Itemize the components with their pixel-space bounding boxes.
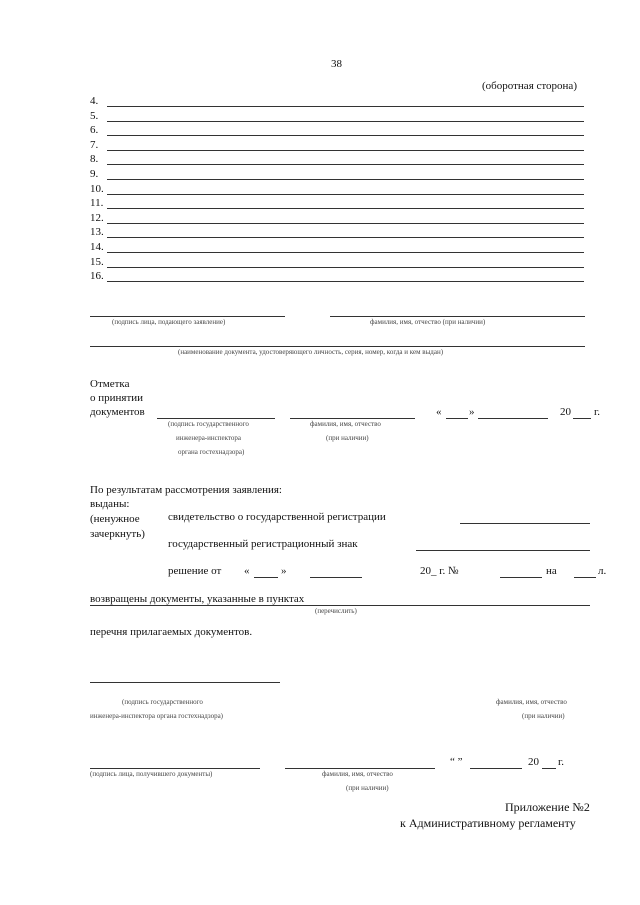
result-heading: По результатам рассмотрения заявления:	[90, 484, 282, 496]
date-day-line[interactable]	[446, 418, 468, 419]
strike-note-1: (ненужное	[90, 513, 140, 525]
receiver-date-quotes: “ ”	[450, 756, 463, 768]
inspector-sig-caption-3: органа гостехнадзора)	[178, 448, 245, 456]
form-line[interactable]	[107, 179, 584, 180]
form-line[interactable]	[107, 121, 584, 122]
form-line[interactable]	[107, 223, 584, 224]
date-year: 20	[560, 406, 571, 418]
line-number: 13.	[90, 226, 104, 239]
line-number: 7.	[90, 138, 99, 151]
form-line[interactable]	[107, 164, 584, 165]
inspector-sig-caption-1: (подпись государственного	[168, 420, 249, 428]
line-number: 15.	[90, 255, 104, 268]
certificate-label: свидетельство о государственной регистрации	[168, 511, 386, 523]
line-number: 12.	[90, 211, 104, 224]
receiver-year: 20	[528, 756, 539, 768]
appendix-line-1: Приложение №2	[505, 800, 590, 814]
line-number: 14.	[90, 241, 104, 253]
acceptance-label-2: о принятии	[90, 392, 144, 404]
date-quote-open: «	[436, 406, 442, 418]
date-year-suffix: г.	[594, 406, 601, 418]
inspector2-sig-caption-2: инженера-инспектора органа гостехнадзора)	[90, 712, 224, 720]
acceptance-label-3: документов	[90, 406, 145, 418]
receiver-name-caption-2: (при наличии)	[346, 784, 389, 792]
inspector2-sig-line[interactable]	[90, 682, 280, 683]
decision-suffix: л.	[598, 565, 607, 577]
plate-line[interactable]	[416, 550, 590, 551]
form-line[interactable]	[107, 237, 584, 238]
certificate-line[interactable]	[460, 523, 590, 524]
decision-month-line[interactable]	[310, 577, 362, 578]
acceptance-label-1: Отметка	[90, 378, 130, 390]
receiver-sig-line[interactable]	[90, 768, 260, 769]
form-line[interactable]	[107, 267, 584, 268]
decision-quote-close: »	[281, 565, 287, 577]
form-line[interactable]	[107, 106, 584, 107]
line-number: 5.	[90, 109, 99, 122]
inspector2-name-caption-1: фамилия, имя, отчество	[496, 698, 567, 706]
returned-line[interactable]	[90, 605, 590, 606]
inspector-sig-caption-2: инженера-инспектора	[176, 434, 241, 442]
date-month-line[interactable]	[478, 418, 548, 419]
plate-label: государственный регистрационный знак	[168, 538, 358, 550]
id-doc-caption: (наименование документа, удостоверяющего личность, серия, номер, когда и кем выдан)	[178, 348, 444, 356]
form-line[interactable]	[107, 194, 584, 195]
line-number: 9.	[90, 168, 99, 180]
inspector-name-caption-1: фамилия, имя, отчество	[310, 420, 381, 428]
receiver-name-line[interactable]	[285, 768, 435, 769]
inspector2-name-caption-2: (при наличии)	[522, 712, 565, 720]
receiver-sig-caption: (подпись лица, получившего документы)	[90, 770, 213, 778]
returned-label: возвращены документы, указанные в пунктах	[90, 593, 305, 605]
line-number: 10.	[90, 182, 104, 195]
receiver-year-suffix: г.	[558, 756, 565, 768]
date-quote-close: »	[469, 406, 475, 418]
returned-hint: (перечислить)	[315, 607, 357, 615]
form-line[interactable]	[107, 135, 584, 136]
form-line[interactable]	[107, 252, 584, 253]
receiver-year-line[interactable]	[542, 768, 556, 769]
line-number: 4.	[90, 95, 99, 107]
decision-label: решение от	[168, 565, 222, 577]
line-number: 6.	[90, 124, 99, 137]
appendix-line-2: к Административному регламенту	[400, 816, 576, 830]
inspector-name-caption-2: (при наличии)	[326, 434, 369, 442]
receiver-date-line[interactable]	[470, 768, 522, 769]
id-doc-line[interactable]	[90, 346, 585, 347]
list-of-label: перечня прилагаемых документов.	[90, 626, 253, 638]
form-line[interactable]	[107, 208, 584, 209]
applicant-name-line[interactable]	[330, 316, 585, 317]
line-number: 11.	[90, 197, 104, 210]
receiver-name-caption-1: фамилия, имя, отчество	[322, 770, 393, 778]
date-year-line[interactable]	[573, 418, 591, 419]
page-number: 38	[331, 58, 342, 70]
form-line[interactable]	[107, 150, 584, 151]
inspector-sig-line[interactable]	[157, 418, 275, 419]
decision-pages-line[interactable]	[574, 577, 596, 578]
decision-quote-open: «	[244, 565, 250, 577]
inspector-name-line[interactable]	[290, 418, 415, 419]
decision-day-line[interactable]	[254, 577, 278, 578]
side-note: (оборотная сторона)	[482, 80, 577, 92]
strike-note-2: зачеркнуть)	[90, 528, 145, 540]
applicant-sig-caption: (подпись лица, подающего заявление)	[112, 318, 226, 326]
form-line[interactable]	[107, 281, 584, 282]
decision-number-line[interactable]	[500, 577, 542, 578]
result-issued: выданы:	[90, 498, 130, 510]
line-number: 16.	[90, 270, 104, 283]
line-number: 8.	[90, 153, 99, 166]
applicant-sig-line[interactable]	[90, 316, 285, 317]
decision-year: 20_ г. №	[420, 565, 459, 577]
applicant-name-caption: фамилия, имя, отчество (при наличии)	[370, 318, 486, 326]
inspector2-sig-caption-1: (подпись государственного	[122, 698, 203, 706]
decision-on: на	[546, 565, 557, 577]
